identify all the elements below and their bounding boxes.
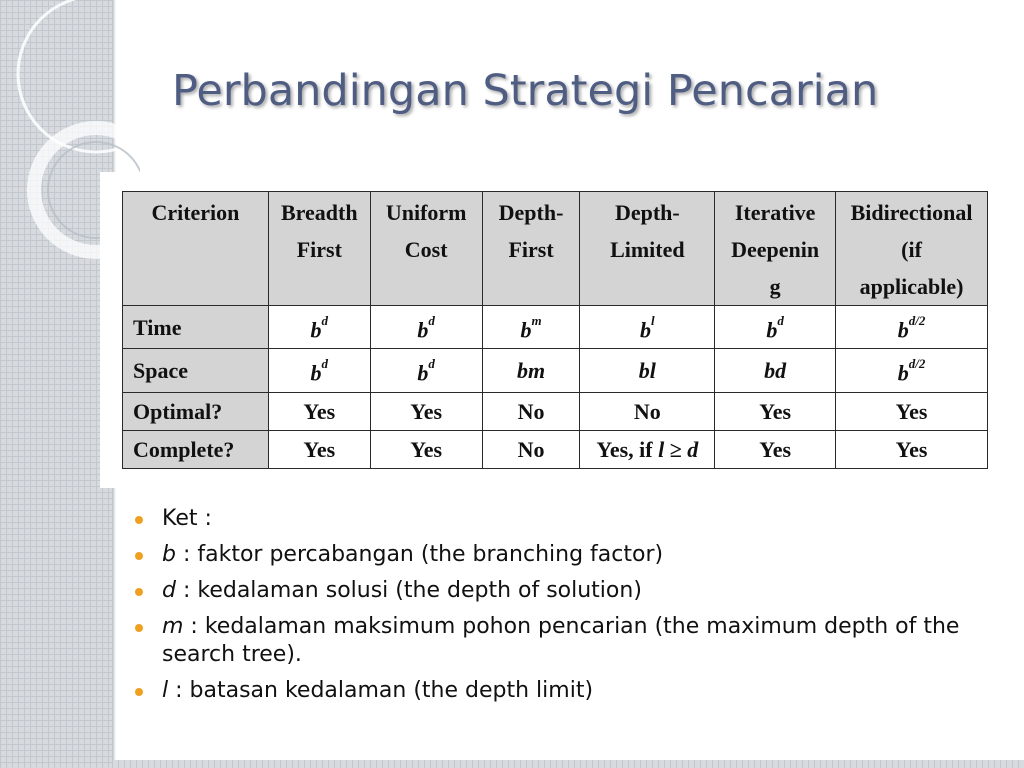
table-cell: Yes bbox=[370, 430, 482, 468]
table-row bbox=[123, 392, 988, 430]
complexity-base: b bbox=[417, 317, 429, 343]
table-cell: Yes, if l ≥ d bbox=[580, 430, 715, 468]
table-header-line: Bidirectional bbox=[850, 200, 973, 225]
table-cell bbox=[268, 349, 370, 392]
table-cell bbox=[268, 306, 370, 349]
complexity-base: b bbox=[417, 360, 429, 386]
note-variable: d bbox=[162, 578, 176, 603]
complexity-exponent: d bbox=[428, 356, 435, 372]
table-header-cell bbox=[268, 192, 370, 306]
table-header-line: First bbox=[296, 237, 342, 262]
table-header-cell bbox=[836, 192, 988, 306]
comparison-table bbox=[122, 191, 988, 469]
table-header-line: g bbox=[769, 274, 781, 299]
table-header-line: applicable) bbox=[859, 274, 964, 299]
complexity-base: b bbox=[520, 317, 532, 343]
table-cell bbox=[482, 349, 580, 392]
notes-list bbox=[132, 505, 992, 713]
table-header-line: Depth- bbox=[498, 200, 564, 225]
complexity-exponent: d/2 bbox=[908, 356, 926, 372]
complexity-exponent: d bbox=[321, 356, 329, 372]
complexity-exponent: d bbox=[321, 313, 329, 328]
note-text: : kedalaman maksimum pohon pencarian (the maximum depth of the search tree). bbox=[162, 614, 960, 667]
note-item bbox=[132, 577, 992, 605]
table-header-cell bbox=[370, 192, 482, 306]
complexity-base: b bbox=[897, 360, 909, 386]
note-item bbox=[132, 505, 992, 533]
complexity-base: b bbox=[310, 317, 322, 343]
table-cell bbox=[715, 349, 836, 392]
slide-title: Perbandingan Strategi Pencarian bbox=[172, 66, 879, 116]
table-header-line: Criterion bbox=[151, 200, 240, 225]
table-cell bbox=[370, 349, 482, 392]
table-header-line: Limited bbox=[610, 237, 685, 262]
decorative-bottom-strip bbox=[112, 760, 1024, 768]
table-header-line: (if bbox=[901, 237, 922, 262]
table-header-line: Deepenin bbox=[731, 237, 820, 262]
complexity-base: b bbox=[640, 317, 652, 343]
note-variable: m bbox=[162, 614, 184, 639]
table-cell: No bbox=[580, 392, 715, 430]
note-text: : faktor percabangan (the branching factor) bbox=[175, 542, 664, 567]
table-cell bbox=[580, 306, 715, 349]
table-cell: Yes bbox=[370, 392, 482, 430]
complexity-exponent: d bbox=[428, 313, 435, 328]
table-cell: No bbox=[482, 392, 580, 430]
complexity-exponent: l bbox=[651, 313, 655, 328]
table-header-line: Iterative bbox=[734, 200, 816, 225]
complexity-exponent: d bbox=[777, 313, 784, 328]
table-cell: Yes bbox=[715, 430, 836, 468]
table-cell bbox=[580, 349, 715, 392]
table-header-line: Uniform bbox=[385, 200, 467, 225]
complexity-base: bl bbox=[638, 357, 656, 383]
table-header-cell bbox=[580, 192, 715, 306]
note-item bbox=[132, 541, 992, 569]
table-cell: Yes bbox=[836, 392, 988, 430]
table-header-line: Breadth bbox=[281, 200, 358, 225]
table-cell bbox=[836, 306, 988, 349]
table-cell bbox=[836, 349, 988, 392]
table-header-line: Depth- bbox=[614, 200, 680, 225]
note-item bbox=[132, 677, 992, 705]
table-cell bbox=[482, 306, 580, 349]
table-header-cell bbox=[715, 192, 836, 306]
table-row bbox=[123, 306, 988, 349]
table-row bbox=[123, 349, 988, 392]
complexity-base: b bbox=[766, 317, 778, 343]
table-header-line: Cost bbox=[404, 237, 448, 262]
table-header-cell bbox=[123, 192, 269, 306]
table-header-cell bbox=[482, 192, 580, 306]
table-cell: No bbox=[482, 430, 580, 468]
table-cell: Yes bbox=[268, 430, 370, 468]
complexity-base: b bbox=[897, 317, 909, 343]
complexity-base: bd bbox=[764, 357, 787, 383]
complexity-base: bm bbox=[516, 357, 546, 383]
complexity-exponent: m bbox=[531, 313, 542, 328]
table-header-row bbox=[123, 192, 988, 306]
criterion-cell: Optimal? bbox=[123, 392, 269, 430]
criterion-cell: Space bbox=[123, 349, 269, 392]
table-cell: Yes bbox=[836, 430, 988, 468]
table-cell bbox=[370, 306, 482, 349]
criterion-cell: Time bbox=[123, 306, 269, 349]
complexity-base: b bbox=[310, 360, 322, 386]
table-cell: Yes bbox=[268, 392, 370, 430]
note-text: Ket : bbox=[162, 506, 212, 531]
table-body bbox=[123, 306, 988, 469]
criterion-cell: Complete? bbox=[123, 430, 269, 468]
complexity-exponent: d/2 bbox=[908, 313, 926, 328]
note-variable: b bbox=[162, 542, 176, 567]
table-cell: Yes bbox=[715, 392, 836, 430]
table-row bbox=[123, 430, 988, 468]
table-header-line: First bbox=[508, 237, 554, 262]
note-text: : kedalaman solusi (the depth of solution) bbox=[175, 578, 642, 603]
table-cell bbox=[715, 306, 836, 349]
note-text: : batasan kedalaman (the depth limit) bbox=[168, 678, 594, 703]
note-item bbox=[132, 613, 992, 669]
note-variable: l bbox=[162, 678, 169, 703]
